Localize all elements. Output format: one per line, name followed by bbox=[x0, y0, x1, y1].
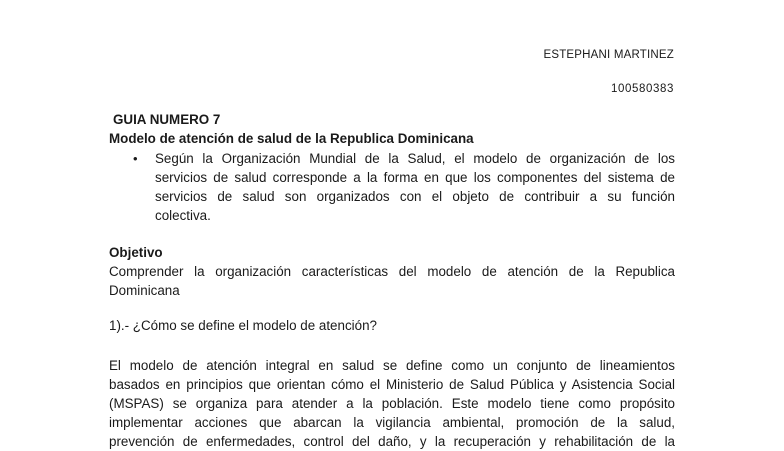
bullet-line: servicios de salud corresponde a la forma en que los componentes del sistema de bbox=[155, 170, 675, 185]
question-1: 1).- ¿Cómo se define el modelo de atención? bbox=[109, 318, 377, 333]
bullet-icon: • bbox=[133, 151, 138, 166]
objective-heading: Objetivo bbox=[109, 245, 163, 260]
guide-title: GUIA NUMERO 7 bbox=[113, 112, 221, 127]
answer-line: (MSPAS) se organiza para atender a la población. Este modelo tiene como propósito bbox=[109, 396, 675, 411]
bullet-line: servicios de salud son organizados con el objeto de contribuir a su función bbox=[155, 189, 675, 204]
objective-line: Comprender la organización características del modelo de atención de la Republica bbox=[109, 264, 675, 279]
author-name: ESTEPHANI MARTINEZ bbox=[543, 49, 674, 61]
answer-line: basados en principios que orientan cómo el Ministerio de Salud Pública y Asistencia Social bbox=[109, 377, 675, 392]
answer-line: implementar acciones que abarcan la vigilancia ambiental, promoción de la salud, bbox=[109, 415, 675, 430]
bullet-line: Según la Organización Mundial de la Salud, el modelo de organización de los bbox=[155, 151, 675, 166]
answer-line: El modelo de atención integral en salud se define como un conjunto de lineamientos bbox=[109, 358, 675, 373]
answer-line: prevención de enfermedades, control del daño, y la recuperación y rehabilitación de la bbox=[109, 434, 675, 449]
objective-line: Dominicana bbox=[109, 283, 180, 298]
student-id: 100580383 bbox=[611, 83, 674, 95]
document-subtitle: Modelo de atención de salud de la Republica Dominicana bbox=[109, 131, 474, 146]
bullet-line: colectiva. bbox=[155, 208, 211, 223]
